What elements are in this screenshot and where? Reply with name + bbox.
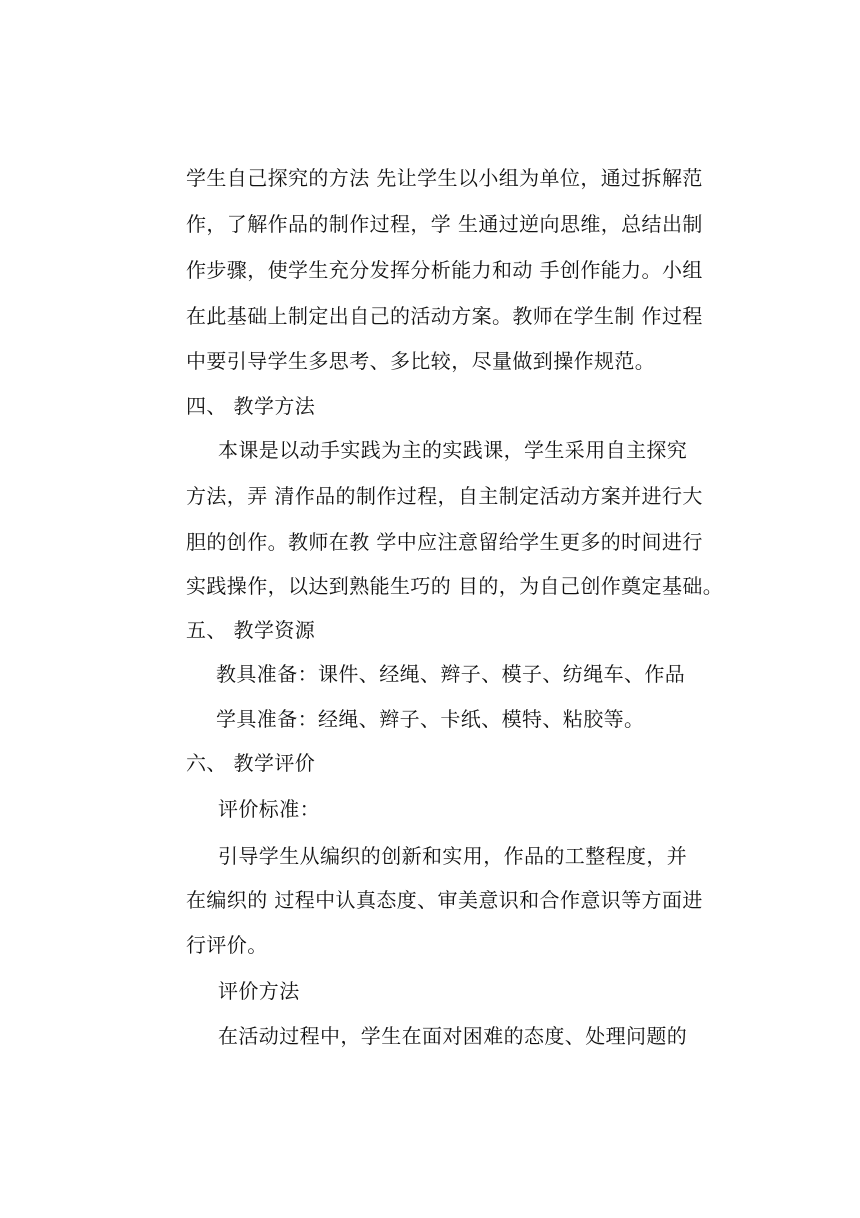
section-heading-teaching-resources: 五、 教学资源 <box>186 618 316 642</box>
paragraph-line: 在此基础上制定出自己的活动方案。教师在学生制 作过程 <box>186 304 703 328</box>
paragraph-line: 方法，弄 清作品的制作过程，自主制定活动方案并进行大 <box>186 484 703 508</box>
paragraph-line: 本课是以动手实践为主的实践课，学生采用自主探究 <box>218 438 688 462</box>
student-materials-line: 学具准备：经绳、辫子、卡纸、模特、粘胶等。 <box>216 707 645 731</box>
paragraph-line: 在编织的 过程中认真态度、审美意识和合作意识等方面进 <box>186 888 703 912</box>
paragraph-line: 在活动过程中，学生在面对困难的态度、处理问题的 <box>218 1024 688 1048</box>
paragraph-line: 作步骤，使学生充分发挥分析能力和动 手创作能力。小组 <box>186 258 703 282</box>
paragraph-line: 行评价。 <box>186 933 268 957</box>
evaluation-method-label: 评价方法 <box>218 979 300 1003</box>
paragraph-line: 中要引导学生多思考、多比较，尽量做到操作规范。 <box>186 349 656 373</box>
paragraph-line: 实践操作，以达到熟能生巧的 目的，为自己创作奠定基础。 <box>186 574 724 598</box>
paragraph-line: 引导学生从编织的创新和实用，作品的工整程度，并 <box>218 844 688 868</box>
paragraph-line: 胆的创作。教师在教 学中应注意留给学生更多的时间进行 <box>186 530 703 554</box>
teacher-materials-line: 教具准备：课件、经绳、辫子、模子、纺绳车、作品 <box>216 662 686 686</box>
section-heading-teaching-evaluation: 六、 教学评价 <box>186 751 316 775</box>
section-heading-teaching-method: 四、 教学方法 <box>186 394 316 418</box>
evaluation-criteria-label: 评价标准： <box>218 797 320 821</box>
paragraph-line: 学生自己探究的方法 先让学生以小组为单位，通过拆解范 <box>186 166 703 190</box>
paragraph-line: 作，了解作品的制作过程，学 生通过逆向思维，总结出制 <box>186 212 703 236</box>
